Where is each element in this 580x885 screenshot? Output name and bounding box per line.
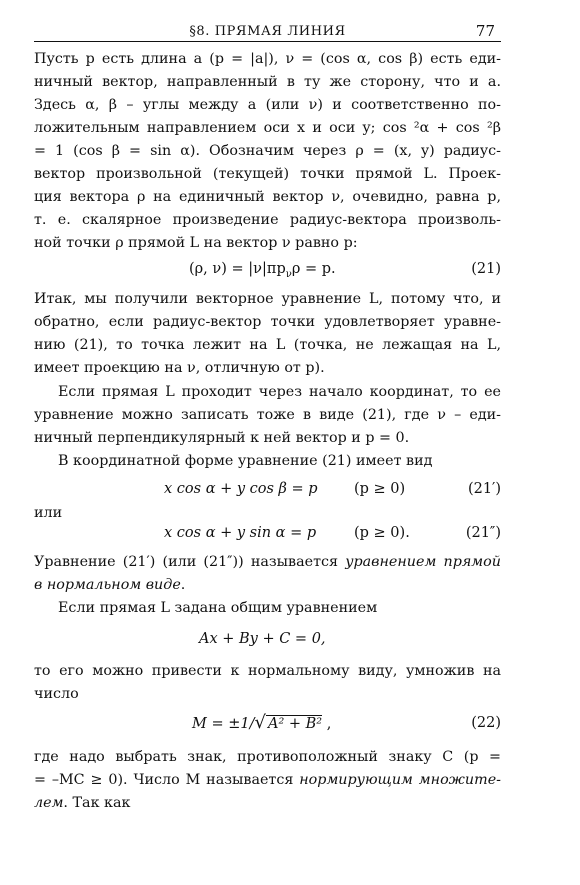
text-line: обратно, если радиус-вектор точки удовлетворяет уравне- xyxy=(34,314,501,330)
text-line: ция вектора ρ на единичный вектор ν, очевидно, равна p, xyxy=(34,189,501,205)
text-line: Итак, мы получили векторное уравнение L, потому что, и xyxy=(34,291,501,307)
text-line: В координатной форме уравнение (21) имеет вид xyxy=(58,453,433,469)
equation-21-prime-condition: (p ≥ 0) xyxy=(354,481,406,497)
emphasis-text: лем xyxy=(34,795,64,811)
text-line: то его можно привести к нормальному виду, умножив на xyxy=(34,663,501,679)
emphasis-text: нормирующим множите- xyxy=(299,772,501,788)
text-line: нию (21), то точка лежит на L (точка, не лежащая на L, xyxy=(34,337,501,353)
text-line: в нормальном виде. xyxy=(34,577,186,593)
text-line: Здесь α, β – углы между a (или ν) и соответственно по- xyxy=(34,97,501,113)
equation-21-subscript: ν xyxy=(285,268,292,280)
text-line: Если прямая L задана общим уравнением xyxy=(58,600,378,616)
text-line: Если прямая L проходит через начало координат, то ее xyxy=(58,384,501,400)
text-line: ничный вектор, направленный в ту же сторону, что и a. xyxy=(34,74,501,90)
text-line: имеет проекцию на ν, отличную от p). xyxy=(34,360,325,376)
equation-21-formula: (ρ, $\nu) = |\nu|пр_\nu\rho = p$. xyxy=(189,261,336,280)
emphasis-text: уравнением прямой xyxy=(345,554,501,570)
equation-general-formula: Ax + By + C = 0, xyxy=(199,631,326,647)
equation-number: (21′) xyxy=(467,481,501,497)
text-line: лем. Так как xyxy=(34,795,131,811)
text-line: = –MC ≥ 0). Число M называется нормирующим множите- xyxy=(34,772,501,788)
section-title: §8. ПРЯМАЯ ЛИНИЯ xyxy=(189,24,346,39)
text-line: ной точки ρ прямой L на вектор ν равно p: xyxy=(34,235,358,251)
text-line: уравнение можно записать тоже в виде (21), где ν – еди- xyxy=(34,407,501,423)
text-line: Пусть p есть длина a (p = |a|), ν = (cos α, cos β) есть еди- xyxy=(34,51,501,67)
text-line: вектор произвольной (текущей) точки прямой L. Проек- xyxy=(34,166,501,182)
equation-22-formula: M = ±1/√ A² + B² , xyxy=(192,712,332,733)
emphasis-text: в нормальном виде xyxy=(34,577,181,593)
equation-number: (21) xyxy=(471,261,501,277)
page-number: 77 xyxy=(475,22,495,40)
text-line: ничный перпендикулярный к ней вектор и p = 0. xyxy=(34,430,410,446)
text-line: где надо выбрать знак, противоположный знаку C (p = xyxy=(34,749,501,765)
page-header xyxy=(34,20,501,42)
header-rule xyxy=(34,41,501,42)
equation-21-double-prime-condition: (p ≥ 0). xyxy=(354,525,410,541)
text-line: т. е. скалярное произведение радиус-вектора произволь- xyxy=(34,212,501,228)
text-line: ложительным направлением оси x и оси y; cos ²α + cos ²β xyxy=(34,120,501,136)
equation-22-radicand: A² + B² xyxy=(267,716,323,732)
text-line: Уравнение (21′) (или (21″)) называется уравнением прямой xyxy=(34,554,501,570)
equation-number: (21″) xyxy=(465,525,501,541)
text-line: = 1 (cos β = sin α). Обозначим через ρ = (x, y) радиус- xyxy=(34,143,501,159)
equation-number: (22) xyxy=(471,715,501,731)
equation-21-prime-formula: x cos α + y cos β = p xyxy=(164,481,318,497)
text-line: число xyxy=(34,686,79,702)
text-line: или xyxy=(34,505,63,521)
equation-21-double-prime-formula: x cos α + y sin α = p xyxy=(164,525,317,541)
